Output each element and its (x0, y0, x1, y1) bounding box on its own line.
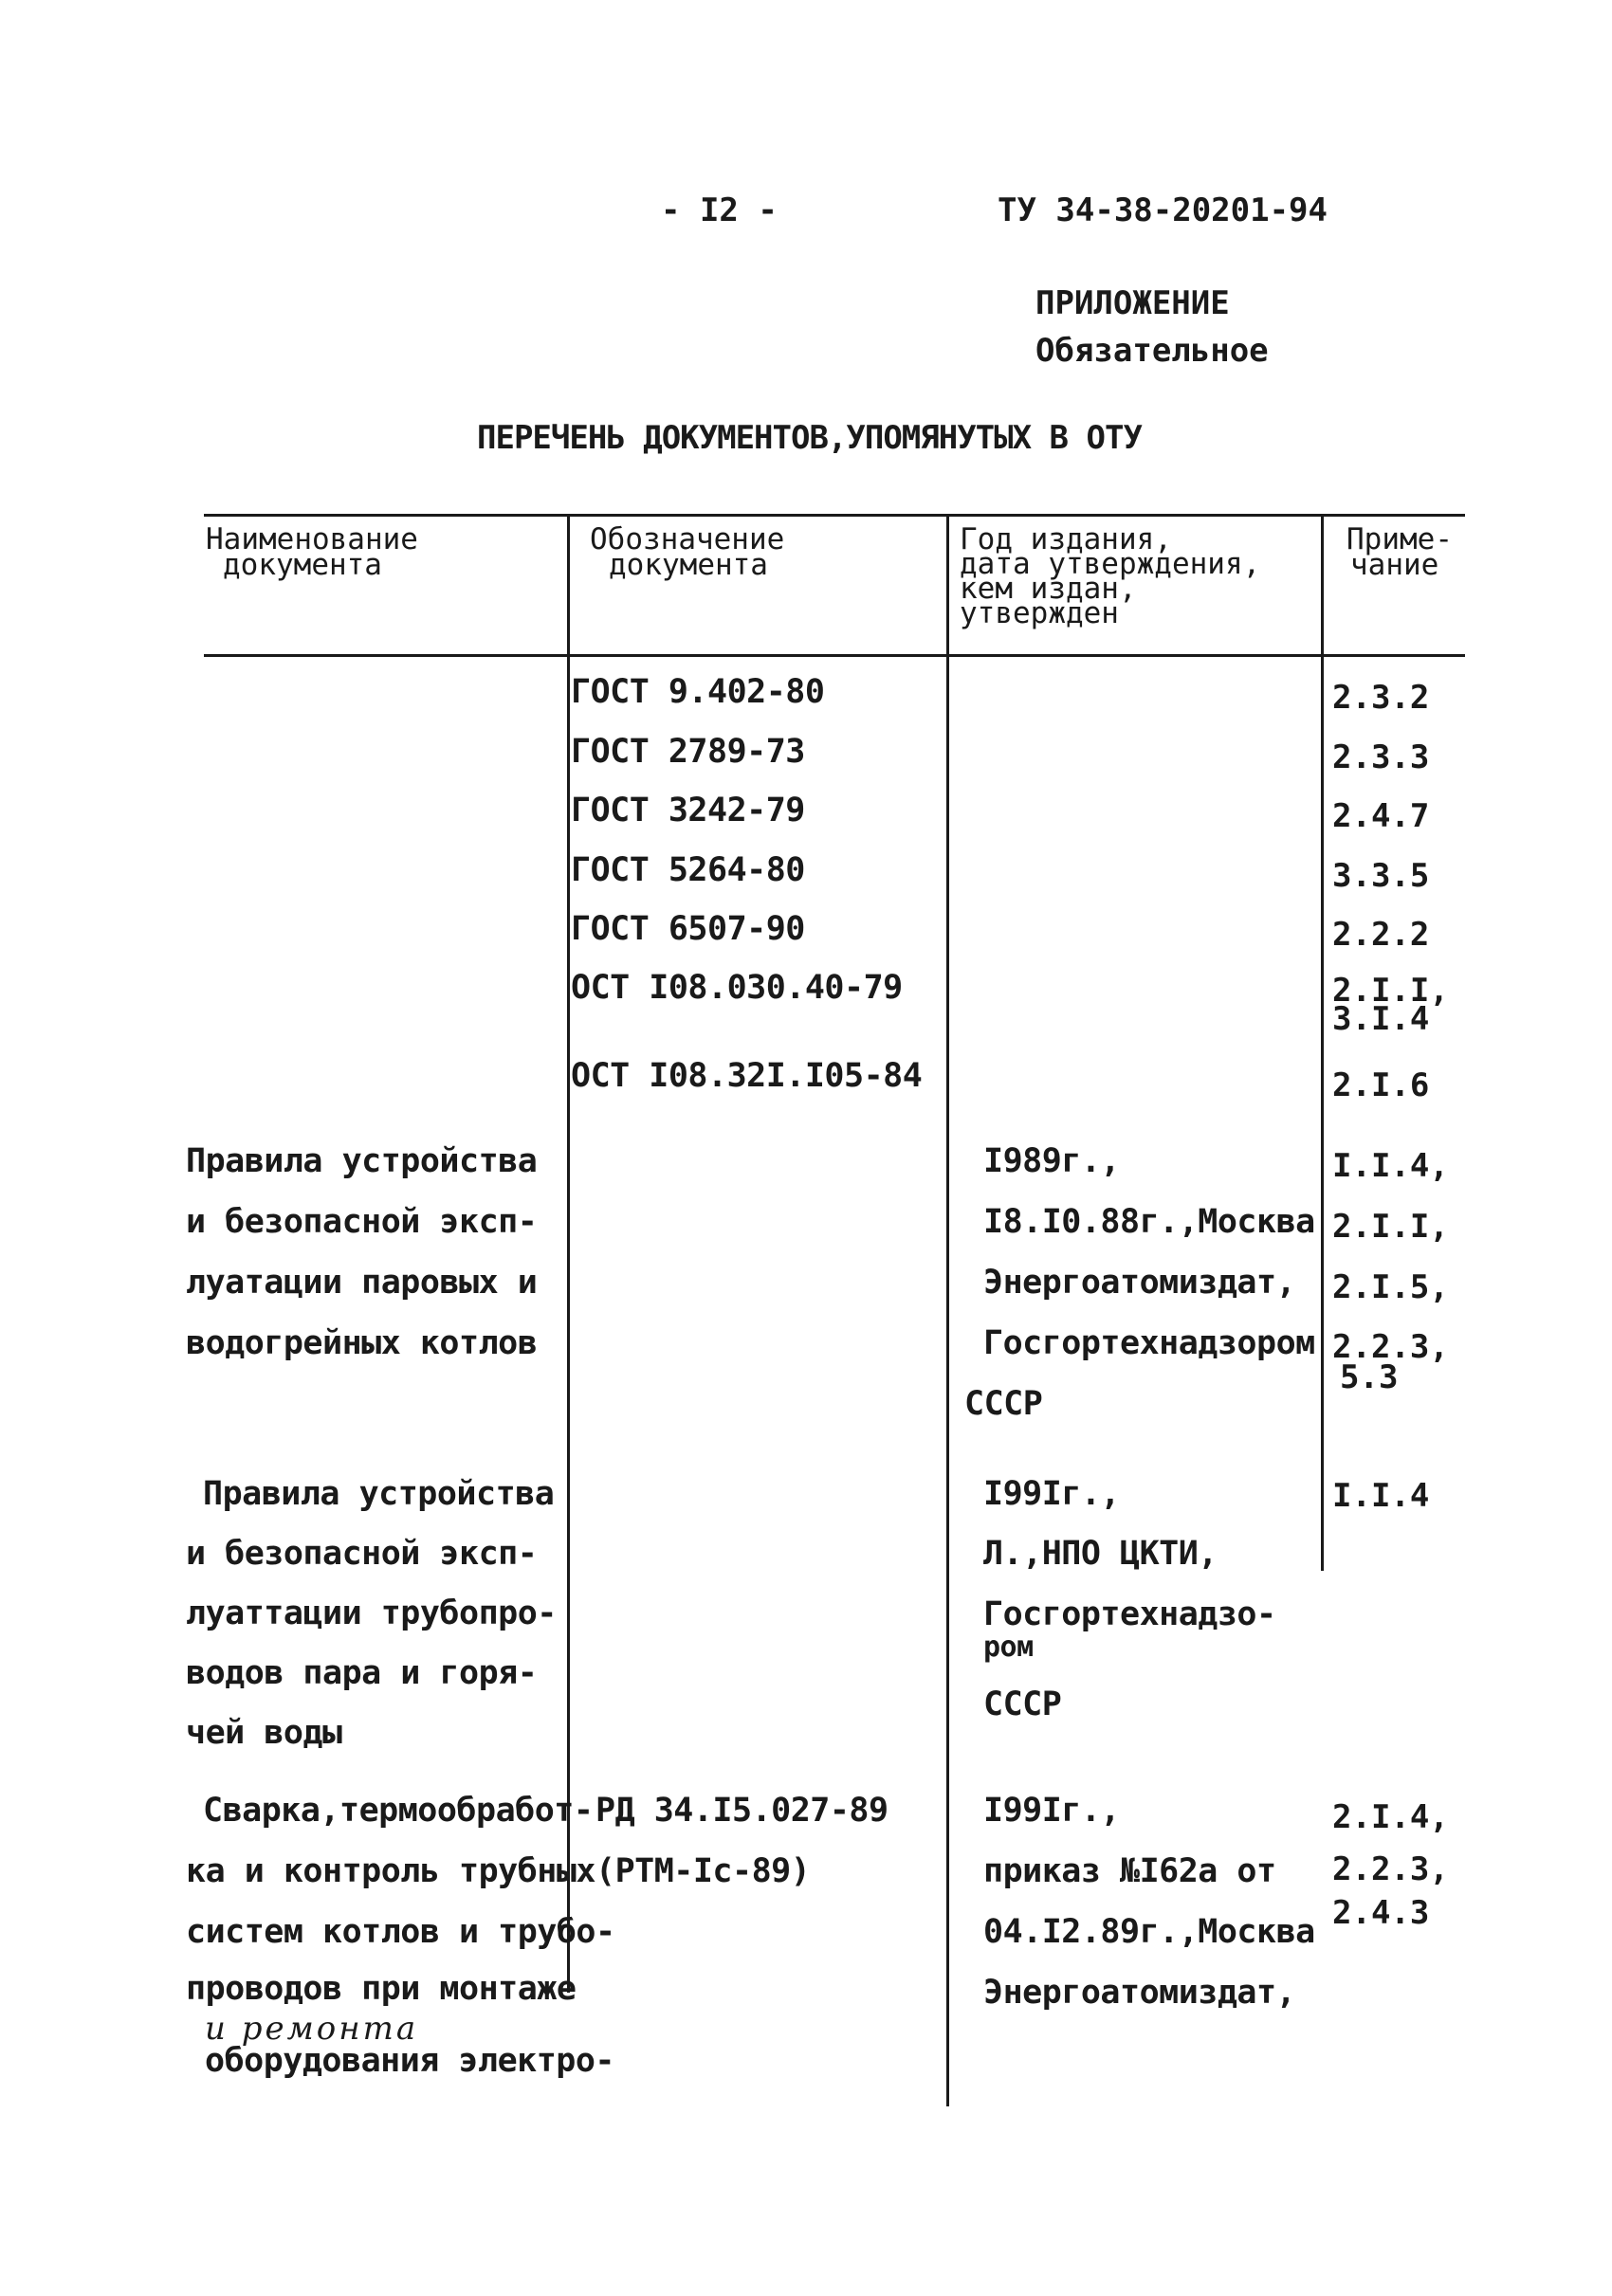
header-issue: Год издания, дата утверждения, кем издан, утвержден (960, 522, 1261, 630)
note-cell: 2.I.I, 3.I.4 (1332, 972, 1449, 1038)
appendix-label: ПРИЛОЖЕНИЕ (1035, 284, 1230, 322)
note-cell: 2.4.7 (1332, 797, 1430, 835)
note-cell: 2.I.6 (1332, 1066, 1430, 1104)
designation-cell: ГОСТ 9.402-80 (571, 673, 825, 711)
name-cell: Правила устройства и безопасной эксп- луатации паровых и водогрейных котлов (186, 1142, 538, 1362)
header-note: Приме- чание (1346, 522, 1453, 582)
designation-cell: РД 34.I5.027-89 (РТМ-Iс-89) (595, 1792, 888, 1890)
column-divider-2 (946, 514, 949, 2106)
designation-cell: ОСТ I08.030.40-79 (571, 969, 903, 1007)
appendix-kind: Обязательное (1035, 332, 1269, 370)
designation-cell: ГОСТ 2789-73 (571, 733, 805, 771)
issue-cell: I99Iг., Л.,НПО ЦКТИ, Госгортехнадзо- ром СССР (983, 1475, 1276, 1723)
note-cell: I.I.4 (1332, 1477, 1430, 1515)
issue-cell: I99Iг., приказ №I62а от 04.I2.89г.,Москва Энергоатомиздат, (983, 1792, 1315, 2012)
list-title: ПЕРЕЧЕНЬ ДОКУМЕНТОВ,УПОМЯНУТЫХ В ОТУ (477, 419, 1142, 457)
note-cell: I.I.4, 2.I.I, 2.I.5, 2.2.3, 5.3 (1332, 1147, 1449, 1396)
name-cell: Сварка,термообработ- ка и контроль трубных систем котлов и трубо- проводов при монтаже и ремонта оборудования электро- (186, 1792, 615, 2080)
note-cell: 2.3.2 (1332, 679, 1430, 717)
document-code: ТУ 34-38-20201-94 (998, 191, 1328, 229)
designation-cell: ОСТ I08.32I.I05-84 (571, 1057, 923, 1095)
note-cell: 2.3.3 (1332, 738, 1430, 776)
page-number: - I2 - (661, 191, 778, 229)
column-divider-1 (567, 514, 570, 1993)
issue-cell: I989г., I8.I0.88г.,Москва Энергоатомиздат, Госгортехнадзором СССР (964, 1142, 1315, 1423)
name-cell: Правила устройства и безопасной эксп- луаттации трубопро- водов пара и горя- чей воды (186, 1475, 557, 1752)
designation-cell: ГОСТ 6507-90 (571, 910, 805, 948)
header-name: Наименование документа (206, 522, 418, 582)
table-header-rule (204, 654, 1465, 657)
note-cell: 3.3.5 (1332, 857, 1430, 895)
designation-cell: ГОСТ 3242-79 (571, 792, 805, 829)
header-designation: Обозначение документа (590, 522, 785, 582)
table-top-rule (204, 514, 1465, 517)
note-cell: 2.2.2 (1332, 916, 1430, 954)
designation-cell: ГОСТ 5264-80 (571, 851, 805, 889)
note-cell: 2.I.4, 2.2.3, 2.4.3 (1332, 1798, 1449, 1932)
column-divider-3 (1321, 514, 1324, 1571)
